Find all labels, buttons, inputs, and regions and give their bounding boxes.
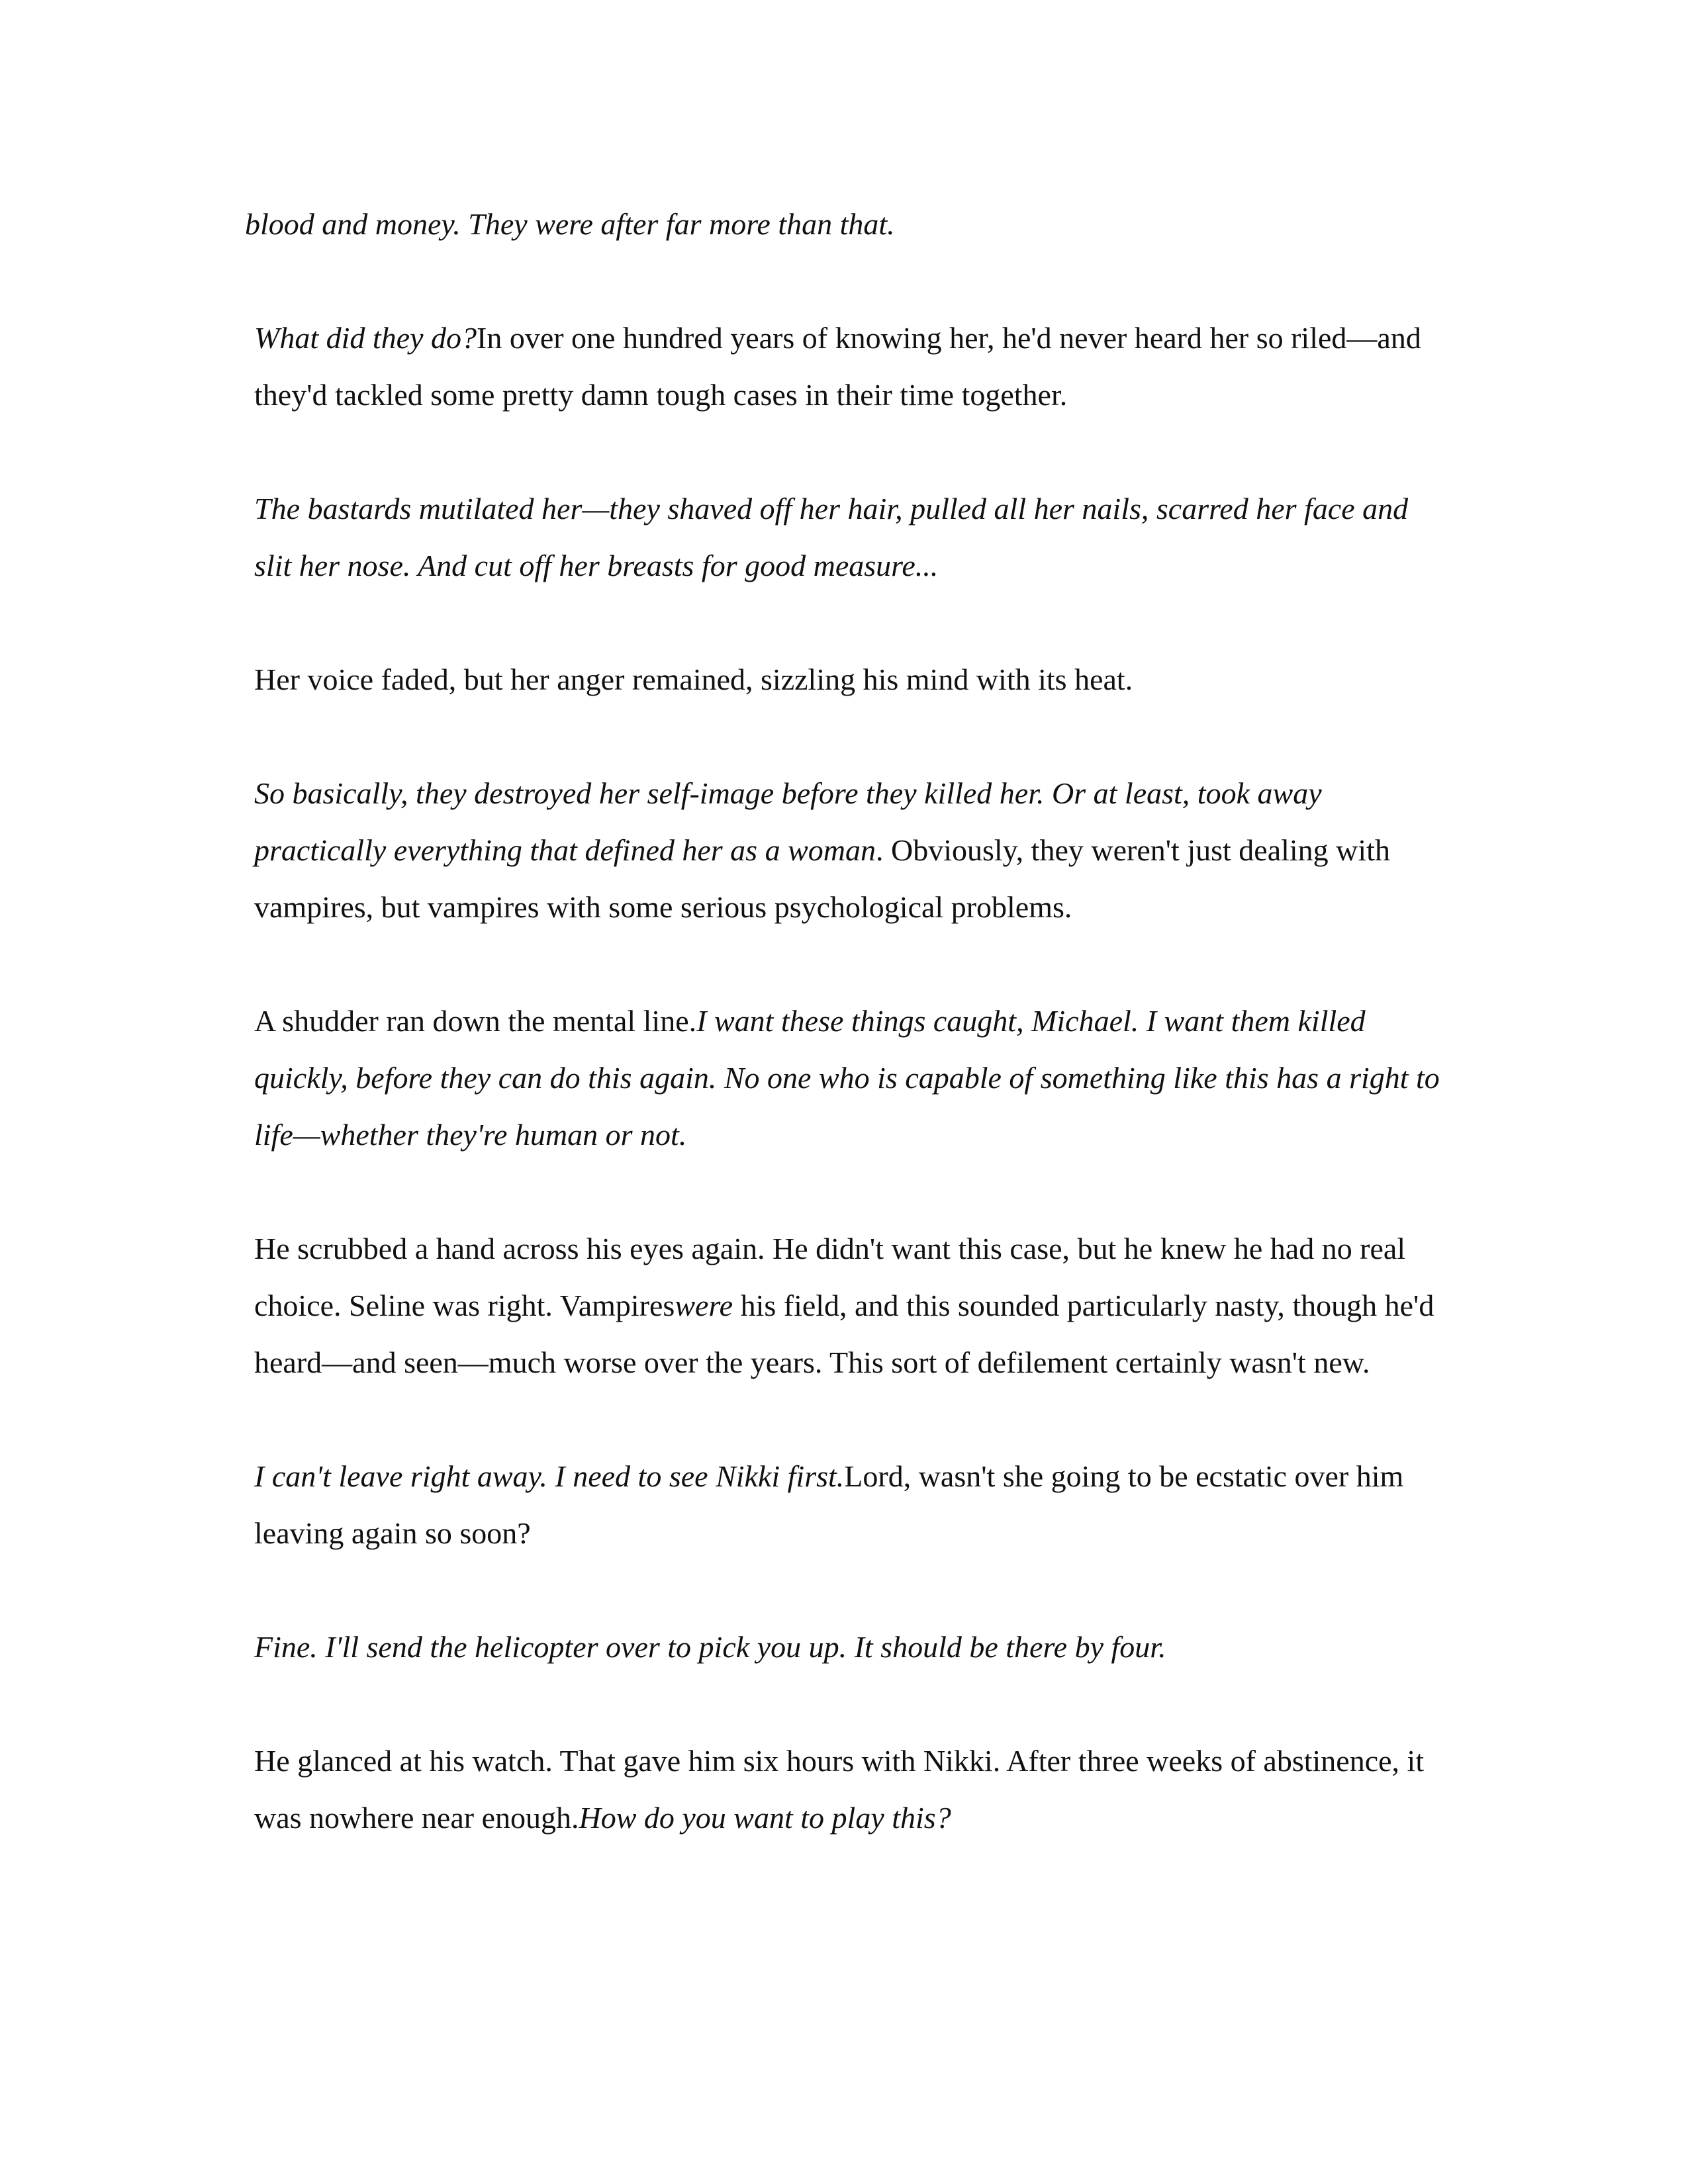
body-text (245, 196, 1443, 1903)
text-run: his field, and this sounded particularly nasty, though he'd heard—and seen—much worse over the years. This sort of defilement certainly wasn't new. (254, 1289, 1434, 1379)
text-run: Lord, wasn't she going to be ecstatic over him leaving again so soon? (254, 1459, 1404, 1550)
paragraph (245, 1733, 1443, 1846)
italic-text-run: I want these things caught, Michael. I want them killed quickly, before they can do this again. No one who is capable of something like this has a right to life—whether they're human or not. (254, 1004, 1440, 1152)
text-run: Her voice faded, but her anger remained, sizzling his mind with its heat. (254, 662, 1133, 696)
italic-text-run: Fine. I'll send the helicopter over to pick you up. It should be there by four. (254, 1630, 1166, 1664)
paragraph (245, 1619, 1443, 1676)
italic-text-run: So basically, they destroyed her self-image before they killed her. Or at least, took away practically everything that defined her as a woman (254, 776, 1322, 867)
italic-text-run: The bastards mutilated her—they shaved off her hair, pulled all her nails, scarred her face and slit her nose. And cut off her breasts for good measure... (254, 492, 1409, 582)
paragraph (245, 196, 1443, 253)
paragraph (245, 310, 1443, 424)
italic-text-run: What did they do? (254, 321, 477, 355)
paragraph (245, 480, 1443, 594)
text-run: He scrubbed a hand across his eyes again. He didn't want this case, but he knew he had no real choice. Seline was right. Vampires (254, 1232, 1406, 1322)
italic-text-run: How do you want to play this? (579, 1801, 951, 1835)
italic-text-run: I can't leave right away. I need to see Nikki first. (254, 1459, 845, 1493)
paragraph (245, 765, 1443, 936)
text-run: . Obviously, they weren't just dealing with vampires, but vampires with some serious psychological problems. (254, 833, 1390, 924)
text-run: In over one hundred years of knowing her, he'd never heard her so riled—and they'd tackled some pretty damn tough cases in their time together. (254, 321, 1421, 412)
text-run: A shudder ran down the mental line. (254, 1004, 697, 1038)
paragraph (245, 993, 1443, 1163)
paragraph (245, 1220, 1443, 1391)
italic-text-run: blood and money. They were after far more than that. (245, 207, 895, 241)
paragraph (245, 651, 1443, 708)
italic-text-run: were (675, 1289, 733, 1322)
paragraph (245, 1448, 1443, 1562)
text-run: He glanced at his watch. That gave him six hours with Nikki. After three weeks of abstinence, it was nowhere near enough. (254, 1744, 1425, 1835)
